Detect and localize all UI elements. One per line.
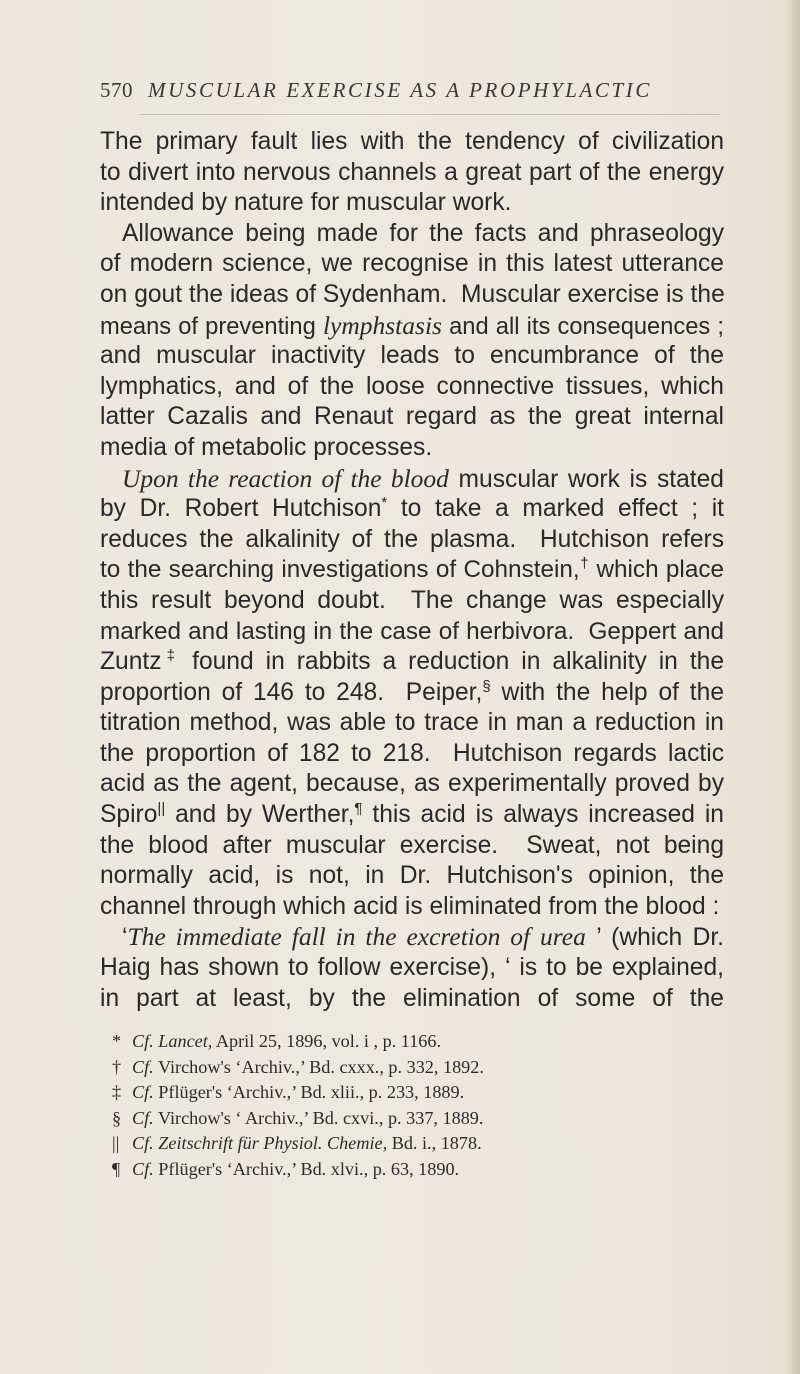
footnote-italic-text: Cf. (132, 1107, 154, 1128)
footnote-italic-text: Lancet, (158, 1031, 213, 1051)
text-segment: and by Werther, (165, 801, 355, 829)
footnote-reference: * (381, 494, 388, 512)
footnote-mark: § (112, 1107, 122, 1128)
footnote-reference: ¶ (354, 800, 363, 818)
text-line (100, 402, 724, 433)
text-line (100, 372, 724, 403)
footnote-reference: ‡ (161, 647, 181, 665)
text-line (100, 800, 724, 831)
footnote-text: Bd. i., 1878. (387, 1133, 482, 1154)
running-head: MUSCULAR EXERCISE AS A PROPHYLACTIC (148, 78, 653, 102)
italic-text: lymphstasis (322, 310, 442, 340)
text-line (100, 127, 724, 158)
text-segment: intended by nature for muscular work. (100, 189, 512, 217)
page-edge-shadow (786, 0, 800, 1374)
text-segment: normally acid, is not, in Dr. Hutchison's opinion, the (100, 862, 724, 890)
text-line (100, 494, 724, 525)
text-line (100, 249, 724, 280)
text-line (100, 769, 724, 800)
text-line (100, 311, 724, 342)
text-segment: in part at least, by the elimination of some of the (100, 984, 724, 1012)
text-segment: channel through which acid is eliminated from the blood : (100, 892, 720, 920)
footnote-text: Virchow's ‘Archiv.,’ Bd. cxxx., p. 332, 1892. (153, 1056, 484, 1077)
text-line (100, 831, 724, 862)
footnote-mark: ¶ (112, 1158, 121, 1179)
text-segment: ’ (which Dr. (585, 924, 725, 952)
footnote-text: Pflüger's ‘Archiv.,’ Bd. xlii., p. 233, 1889. (153, 1082, 465, 1103)
text-line (100, 280, 724, 311)
header-rule (140, 114, 720, 115)
text-line (100, 525, 724, 556)
text-segment: of modern science, we recognise in this latest utterance (100, 250, 724, 278)
text-line (100, 586, 724, 617)
text-segment: ‘ (122, 924, 128, 952)
footnote (112, 1131, 712, 1157)
text-line (100, 861, 724, 892)
text-segment: found in rabbits a reduction in alkalinity in the (180, 648, 725, 676)
text-segment: the blood after muscular exercise. Sweat, not being (100, 831, 724, 859)
footnote-mark: ‡ (112, 1082, 122, 1103)
footnote-italic-text: Cf. (132, 1158, 154, 1179)
text-segment: titration method, was able to trace in man a reduction in (100, 709, 724, 737)
body-text (100, 127, 724, 1014)
text-line (100, 158, 724, 189)
text-segment: Spiro (100, 801, 158, 829)
text-line (100, 922, 724, 953)
footnote-mark: * (112, 1031, 122, 1051)
text-line (100, 647, 724, 678)
text-line (100, 708, 724, 739)
footnote (112, 1106, 712, 1132)
footnote (112, 1080, 712, 1106)
footnote-text: Pflüger's ‘Archiv.,’ Bd. xlvi., p. 63, 1890. (153, 1158, 460, 1179)
footnote-reference: || (157, 800, 166, 818)
text-segment: by Dr. Robert Hutchison (100, 495, 382, 523)
text-segment: this acid is always increased in (362, 801, 724, 829)
text-segment: The primary fault lies with the tendency of civilization (100, 128, 724, 155)
text-segment: acid as the agent, because, as experimentally proved by (100, 770, 724, 798)
text-segment: marked and lasting in the case of herbivora. Geppert and (100, 617, 724, 645)
page-header (100, 78, 720, 108)
text-line (100, 341, 724, 372)
text-line (100, 219, 724, 250)
text-segment: the proportion of 182 to 218. Hutchison regards lactic (100, 739, 724, 767)
text-segment: on gout the ideas of Sydenham. Muscular exercise is the (100, 280, 725, 308)
text-segment: reduces the alkalinity of the plasma. Hutchison refers (100, 525, 724, 553)
text-line (100, 464, 724, 495)
footnote (112, 1055, 712, 1081)
page-number: 570 (100, 78, 133, 102)
italic-text: The immediate fall in the excretion of urea (127, 922, 586, 952)
text-segment: media of metabolic processes. (100, 433, 433, 461)
footnote-text: April 25, 1896, vol. i , p. 1166. (212, 1031, 442, 1051)
footnote (112, 1029, 712, 1055)
italic-text: Upon the reaction of the blood (122, 463, 449, 493)
text-line (100, 953, 724, 984)
text-segment: to the searching investigations of Cohnstein, (100, 556, 580, 584)
text-segment: proportion of 146 to 248. Peiper, (100, 678, 483, 706)
text-line (100, 892, 724, 923)
text-segment: muscular work is stated (448, 465, 724, 493)
text-segment: lymphatics, and of the loose connective tissues, which (100, 372, 724, 400)
footnotes (112, 1029, 712, 1183)
text-segment: latter Cazalis and Renaut regard as the great internal (100, 403, 724, 431)
footnote-reference: § (482, 677, 491, 695)
text-line (100, 555, 724, 586)
footnote-italic-text: Zeitschrift für Physiol. Chemie, (158, 1133, 388, 1154)
footnote-mark: || (112, 1133, 120, 1154)
footnote-italic-text: Cf. (132, 1133, 154, 1154)
footnote-text: Virchow's ‘ Archiv.,’ Bd. cxvi., p. 337, 1889. (153, 1107, 484, 1128)
text-line (100, 739, 724, 770)
text-line (100, 984, 724, 1015)
text-segment: means of preventing (100, 313, 323, 340)
text-line (100, 678, 724, 709)
footnote-italic-text: Cf. (132, 1082, 154, 1103)
footnote-reference: † (579, 555, 590, 573)
footnote (112, 1157, 712, 1183)
text-segment: which place (589, 556, 725, 584)
text-line (100, 188, 724, 219)
text-segment: to divert into nervous channels a great part of the energy (100, 158, 724, 186)
text-line (100, 433, 724, 464)
text-segment: and muscular inactivity leads to encumbrance of the (100, 342, 724, 370)
footnote-italic-text: Cf. (132, 1031, 154, 1051)
text-segment: Zuntz (100, 648, 162, 676)
text-line (100, 617, 724, 648)
text-segment: Haig has shown to follow exercise), ‘ is to be explained, (100, 954, 724, 982)
text-segment: with the help of the (490, 678, 724, 706)
text-segment: this result beyond doubt. The change was especially (100, 586, 724, 614)
footnote-italic-text: Cf. (132, 1056, 154, 1077)
text-segment: and all its consequences ; (441, 313, 724, 340)
footnote-mark: † (112, 1056, 122, 1077)
text-segment: Allowance being made for the facts and phraseology (122, 219, 724, 247)
text-segment: to take a marked effect ; it (387, 495, 724, 523)
